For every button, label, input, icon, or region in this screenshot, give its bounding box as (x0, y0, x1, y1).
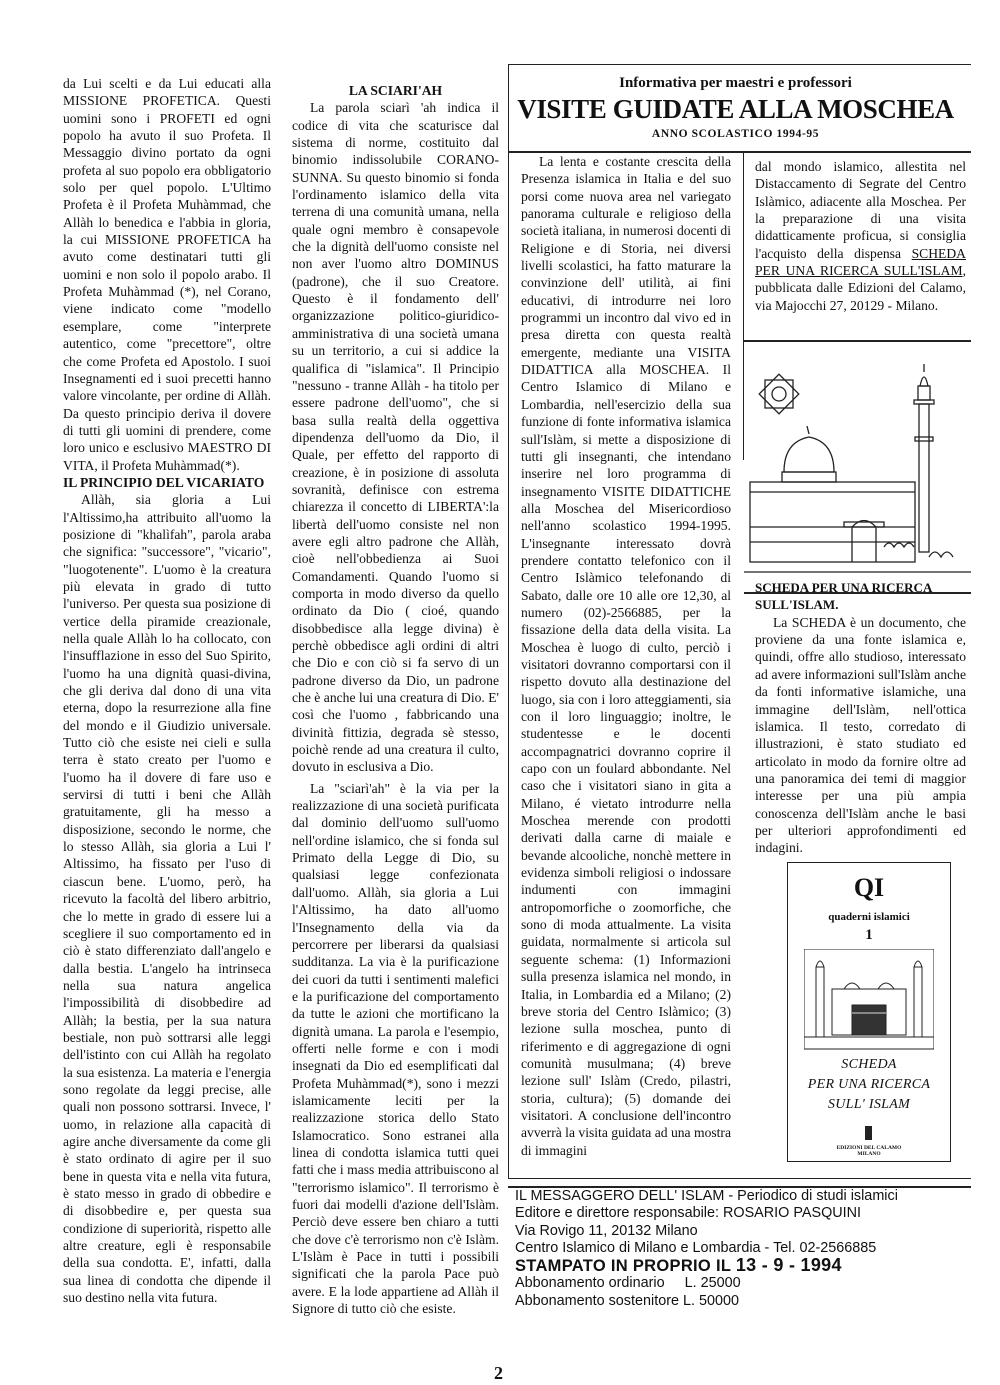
colophon-editor: Editore e direttore responsabile: ROSARIO PASQUINI (515, 1205, 862, 1222)
booklet-title-underlined: SCHEDA PER UNA RICERCA SULL'ISLAM (755, 245, 966, 279)
kaaba-illustration (804, 949, 934, 1053)
star-emblem-icon (759, 374, 799, 414)
section-heading-sciariah: LA SCIARI'AH (348, 83, 443, 98)
info-box-header (508, 64, 971, 153)
page-number: 2 (494, 1363, 503, 1383)
booklet-series: quaderni islamici (828, 911, 910, 923)
col2-paragraph-1: La parola sciarì 'ah indica il codice di vita che scaturisce dal sistema di norme, costituito dal binomio indissolubile CORANO-SUNNA. Su questo binomio si fonda l'ordinamento islamico della vita terrena di una comunità umana, nella quale ogni membro è consapevole che la dignità dell'uomo consiste nel non aver l'uomo altro DOMINUS (padrone), che il suo Creatore. Questo è il fondamento dell' organizzazione politico-giuridico-amministrativa di una società umana su un territorio, a cui si addice la qualifica di "islamica". Il Principio "nessuno - tranne Allàh - ha titolo per essere padrone dell'uomo", che si basa sulla realtà della oggettiva dipendenza dell'uomo da Dio, il Quale, per effetto del rapporto di creazione, è in posizione di assoluta sovranità, definisce con estrema chiarezza il concetto di LIBERTA':la libertà dell'uomo consiste nel non avere egli altro padrone che Allàh, cioè nell'obbedienza ai Suoi Comandamenti. Quando l'uomo si comporta in modo diverso da quello ordinato da Dio ( cioé, quando disobbedisce alla legge divina) è perchè obbedisce agli ordini di altri che Dio e con ciò si fa servo di un padrone diverso da Dio, un padrone che è anche lui una creatura di Dio. E' così che l'uomo , fabbricando una divinità fittizia, degrada sè stesso, poichè rende ad una creatura il culto, dovuto in esclusiva a Dio. (292, 100, 499, 775)
col4-paragraph-1: dal mondo islamico, allestita nel Distaccamento di Segrate del Centro Islàmico, adiacente alla Moschea. Per la preparazione di una visita didatticamente proficua, si consiglia l'acquisto della dispensa SCHEDA PER UNA RICERCA SULL'ISLAM, pubblicata dalle Edizioni del Calamo, via Majocchi 27, 20129 - Milano. (755, 159, 966, 313)
col3-paragraph-1: La lenta e costante crescita della Presenza islamica in Italia e del suo porsi come nuova area nel variegato panorama culturale e religioso della società italiana, in numerosi docenti di Religione e di Storia, nei diversi livelli scolastici, ha fatto maturare la convinzione dell' utilità, ai fini educativi, di introdurre nei loro programmi un incontro dal vivo ed in presa diretta con questa realtà emergente, mediante una VISITA DIDATTICA alla MOSCHEA. Il Centro Islamico di Milano e Lombardia, nell'esercizio della sua funzione di fonte informativa islamica sull'Islàm, si mette a disposizione di tutti gli insegnanti, che intendano inserire nel loro programma di insegnamento VISITE DIDATTICHE alla Moschea del Misericordioso nell'anno scolastico 1994-1995. L'insegnante interessato dovrà prendere contatto telefonico con il Centro Islàmico telefonando di Sabato, dalle ore 10 alle ore 12,30, al numero (02)-2566885, per la fissazione della data della visita. La Moschea è luogo di culto, perciò i visitatori dovranno comportarsi con il rispetto dovuto alla destinazione del luogo, sia con i loro atteggiamenti, sia con il loro linguaggio; inoltre, le studentesse e le docenti accompagnatrici dovranno coprire il capo con un foulard abbondante. Nel caso che i visitatori siano in gita a Milano, é vietato introdurre nella Moschea merende con prodotti derivati dalla carne di maiale e bevande alcooliche, nonchè mettere in evidenza simboli religiosi o indossare indumenti con immagini antropomorfiche o zoomorfiche, che sono di moda attualmente. La visita guidata, normalmente si articola sul seguente schema: (1) Informazioni sulla presenza islamica nel mondo, in Italia, in Lombardia ed a Milano; (2) breve storia del Centro Islàmico; (3) lezione sulla moschea, punto di riferimento e di aggregazione di ogni comunità musulmana; (4) breve lezione sull' Islàm (Credo, pilastri, storia, cultura); (5) domande dei visitatori. A conclusione dell'incontro avverrà la visita guidata ad una mostra di immagini (521, 154, 731, 1158)
mosque-illustration (744, 342, 971, 588)
col2-paragraph-2: La "sciarì'ah" è la via per la realizzazione di una società purificata dal dominio dell'uomo sull'uomo nell'ordine islamico, che si fonda sul Primato della Legge di Dio, su qualsiasi legge confezionata dall'uomo. Allàh, sia gloria a Lui l'Altissimo, ha dato all'uomo l'Insegnamento della via da percorrere per liberarsi da qualsiasi sudditanza. La via è la purificazione dei cuori da tutti i sentimenti malefici e la purificazione del comportamento da tutte le azioni che mortificano la dignità umana. La parola e l'esempio, offerti nelle forme e con i modi insegnati da Dio ed esemplificati dal Profeta Muhàmmad(*), sono i mezzi islamicamente leciti per la realizzazione storica dello Stato Islamocratico. Sono estranei alla linea di condotta islamica tutti quei fatti che i mass media attribuiscono al "terrorismo islamico". Il terrorismo è fuori dai modelli d'azione dell'Islàm. Perciò deve essere ben chiaro a tutti che dove c'è terrorismo non c'è Islàm. L'Islàm è Pace in tutti i possibili significati che la parola Pace può avere. E la lode appartiene ad Allàh il Signore di tutto ciò che esiste. (292, 780, 499, 1317)
booklet-number: 1 (865, 927, 873, 943)
colophon-print-date: STAMPATO IN PROPRIO IL 13 - 9 - 1994 (515, 1255, 842, 1276)
column-3 (521, 153, 731, 1159)
col1-paragraph-1: da Lui scelti e da Lui educati alla MISSIONE PROFETICA. Questi uomini sono i PROFETI ed ogni popolo ha avuto il suo Profeta. Il Messaggio divino portato da ogni profeta al suo popolo era obbligatorio solo per quel popolo. L'Ultimo Profeta è il Profeta Muhàmmad, che Allàh lo benedica e l'abbia in gloria, la cui MISSIONE PROFETICA ha avuto come destinatari tutti gli uomini e non solo il popolo arabo. Il Profeta Muhàmmad (*), nel Corano, viene indicato come "modello esemplare, come "interprete autentico, come "precettore", oltre che come Profeta ed Apostolo. I suoi Insegnamenti ed i suoi precetti hanno valore vincolante, per ordine di Allàh. Da questo principio deriva il dovere di tutti gli uomini di prendere, come loro unico e esclusivo MAESTRO DI VITA, il Profeta Muhàmmad(*). (63, 76, 271, 473)
booklet-publisher: EDIZIONI DEL CALAMO MILANO (836, 1145, 902, 1157)
column-1 (63, 75, 271, 1306)
section-heading-scheda: SCHEDA PER UNA RICERCA SULL'ISLAM. (755, 580, 932, 613)
colophon-contact: Centro Islamico di Milano e Lombardia - Tel. 02-2566885 (515, 1239, 877, 1256)
colophon-address: Via Rovigo 11, 20132 Milano (515, 1222, 698, 1239)
booklet-logo: QI (853, 873, 885, 902)
colophon-subscription-ordinary: Abbonamento ordinario L. 25000 (515, 1275, 741, 1292)
publisher-logo (864, 1125, 874, 1141)
colophon-masthead: IL MESSAGGERO DELL' ISLAM - Periodico di studi islamici (515, 1188, 898, 1204)
info-school-year: ANNO SCOLASTICO 1994-95 (651, 128, 820, 140)
info-title: VISITE GUIDATE ALLA MOSCHEA (517, 94, 954, 124)
section-heading-vicariato: IL PRINCIPIO DEL VICARIATO (63, 474, 265, 490)
colophon-subscription-supporter: Abbonamento sostenitore L. 50000 (515, 1292, 740, 1309)
colophon (515, 1188, 960, 1310)
booklet-cover (787, 862, 951, 1162)
colophon-rule (508, 1186, 971, 1188)
column-2 (292, 82, 499, 1317)
info-kicker: Informativa per maestri e professori (619, 75, 852, 91)
mosque-illustration-frame (744, 340, 971, 594)
col1-paragraph-2: Allàh, sia gloria a Lui l'Altissimo,ha attribuito all'uomo la posizione di "khalìfah", parola araba che significa: "successore", "vicario", "luogotenente". L'uomo è la creatura più elevata in grado di tutto l'universo. Per questa sua posizione di vertice della piramide creazionale, nella quale Allàh lo ha collocato, con l'insufflazione in esso del Suo Spirito, l'uomo ha una dignità quasi-divina, che gli deriva dal dono di una vita eterna, dopo la resurrezione alla fine del mondo e il Giudizio universale. Tutto ciò che esiste nei cieli e sulla terra è stato creato per l'uomo e l'uomo ha il dovere di fare uso e servirsi di tutti i beni che Allàh gratuitamente, gli ha messo a disposizione, secondo le norme, che lo stesso Allàh, sia gloria a Lui l' Altissimo, ha fissato per l'uso di ciascun bene. L'uomo, però, ha ricevuto la facoltà del libero arbitrio, che lo mette in grado di essere lui a scegliere il suo comportamento ed in ciò è stato differenziato dall'angelo e dalla bestia. L'angelo ha intrinseca nella sua natura angelica l'impossibilità di disobbedire ad Allàh; la bestia, per la sua natura bestiale, non può sottrarsi alle leggi dell'istinto con cui Allàh ha regolato la sua esistenza. La materia e l'energia sono regolate da leggi precise, alle quali non possono sottrarsi. Invece, l' uomo, in relazione alla capacità di agire anche diversamente da come gli è stato ordinato di agire per il suo bene in questa vita e nella vita futura, è stato messo in grado di obbedire e di disobbedire e, per questa sua condizione di superiorità, rispetto alle altre creature, egli è responsabile della sua condotta. E', infatti, dalla sua linea di condotta che dipende il suo destino nella vita futura. (63, 492, 271, 1306)
col4-paragraph-2: La SCHEDA è un documento, che proviene da una fonte islamica e, quindi, offre allo studioso, interessato ad avere informazioni sull'Islàm anche da fonti informative islamiche, una immagine dell'Islàm, nell'ottica islamica. Il testo, corredato di illustrazioni, è stato studiato ed articolato in modo da fornire oltre ad una panoramica dei temi di maggior interesse per una più ampia conoscenza dell'Islàm anche le basi per ulteriori approfondimenti ed indagini. (755, 614, 966, 856)
booklet-title: SCHEDA PER UNA RICERCA SULL' ISLAM (807, 1057, 931, 1112)
